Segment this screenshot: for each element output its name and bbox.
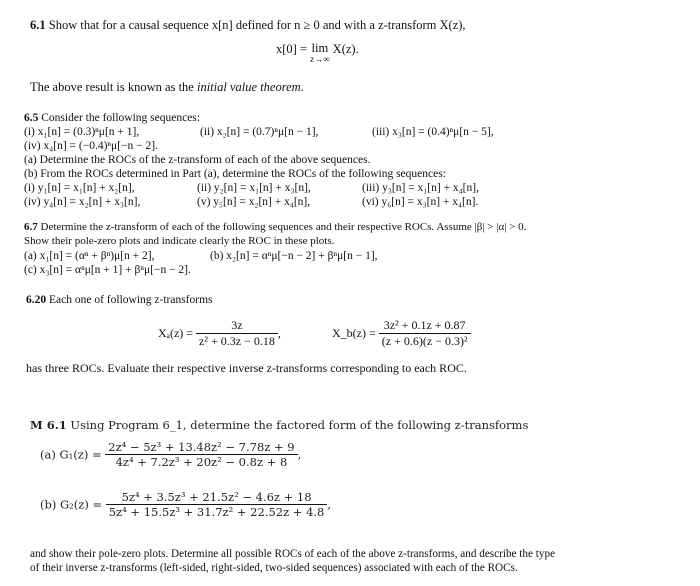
problem-6-1 — [30, 18, 466, 34]
sequence-x1: (i) x₁[n] = (0.3)ⁿμ[n + 1], — [24, 126, 140, 138]
sequence-y5: (v) y₅[n] = x₂[n] + x₄[n], — [197, 196, 311, 208]
note-suffix: . — [300, 80, 304, 94]
xb-transform — [332, 318, 471, 349]
problem-m6-1-closing-2: of their inverse z-transforms (left-sided, right-sided, two-sided sequences) associated with each of the ROCs. — [30, 562, 518, 574]
g2-lhs: (b) G₂(z) = — [40, 497, 103, 512]
limit-text: lim — [311, 41, 329, 55]
problem-number: 6.5 — [24, 112, 39, 124]
problem-intro: Using Program 6_1, determine the factored form of the following z-transforms — [70, 418, 529, 432]
xa-denominator: z² + 0.3z − 0.18 — [196, 333, 278, 349]
limit-operator — [310, 42, 329, 64]
xa-fraction — [196, 318, 278, 349]
note-emphasis: initial value theorem — [196, 80, 301, 94]
g1-denominator: 4z⁴ + 7.2z³ + 20z² − 0.8z + 8 — [105, 454, 297, 469]
xb-lhs: X_b(z) = — [332, 326, 376, 340]
g1-lhs: (a) G₁(z) = — [40, 447, 102, 462]
problem-number: 6.7 — [24, 221, 38, 233]
problem-intro: Each one of following z-transforms — [49, 294, 213, 306]
problem-statement: Show that for a causal sequence x[n] defined for n ≥ 0 and with a z-transform X(z), — [48, 18, 466, 32]
sequence-y2: (ii) y₂[n] = x₁[n] + x₃[n], — [197, 182, 311, 194]
sequence-y4: (iv) y₄[n] = x₂[n] + x₃[n], — [24, 196, 141, 208]
g2-numerator: 5z⁴ + 3.5z³ + 21.5z² − 4.6z + 18 — [121, 490, 312, 504]
sequence-7a: (a) x₁[n] = (αⁿ + βⁿ)μ[n + 2], — [24, 250, 155, 262]
g1-numerator: 2z⁴ − 5z³ + 13.48z² − 7.78z + 9 — [108, 440, 295, 454]
xb-numerator: 3z² + 0.1z + 0.87 — [383, 318, 466, 332]
sequence-x4: (iv) x₄[n] = (−0.4)ⁿμ[−n − 2]. — [24, 140, 158, 152]
problem-m6-1-intro — [30, 418, 528, 432]
xb-fraction — [379, 318, 471, 349]
formula-rhs: X(z). — [332, 42, 359, 56]
problem-number: 6.20 — [26, 294, 47, 306]
problem-6-20-closing: has three ROCs. Evaluate their respective inverse z-transforms corresponding to each ROC. — [26, 361, 467, 375]
part-b: (b) From the ROCs determined in Part (a), determine the ROCs of the following sequences: — [24, 168, 446, 180]
problem-6-5-intro — [24, 111, 200, 125]
formula-lhs: x[0] = — [276, 42, 311, 56]
problem-6-7-line1 — [24, 221, 526, 235]
problem-line1: Determine the z-transform of each of the following sequences and their respective ROCs. Assume |β| > |α| > 0. — [40, 221, 527, 233]
sequence-x3: (iii) x₃[n] = (0.4)ⁿμ[n − 5], — [372, 126, 494, 138]
sequence-7b: (b) x₂[n] = αⁿμ[−n − 2] + βⁿμ[n − 1], — [210, 250, 378, 262]
g2-denominator: 5z⁴ + 15.5z³ + 31.7z² + 22.52z + 4.8 — [106, 504, 328, 519]
problem-number: 6.1 — [30, 18, 46, 32]
problem-intro: Consider the following sequences: — [41, 112, 200, 124]
sequence-7c: (c) x₃[n] = αⁿμ[n + 1] + βⁿμ[−n − 2]. — [24, 264, 191, 276]
xa-lhs: Xₐ(z) = — [158, 326, 194, 340]
part-a: (a) Determine the ROCs of the z-transform of each of the above sequences. — [24, 154, 371, 166]
sequence-x2: (ii) x₂[n] = (0.7)ⁿμ[n − 1], — [200, 126, 319, 138]
xa-transform: Xₐ(z) = $\frac{3z}{\text{z² + 0.3z − 0.18}}$ , — [158, 318, 281, 348]
problem-number: M 6.1 — [30, 418, 67, 432]
g2-transform: (b) G₂(z) = $\frac{\text{5z⁴ + 3.5z³ + 21.5z² − 4.6z + 18}}{\text{5z⁴ + 15.5z³ + 31.7z² + 22.52z + 4.8}}$ , — [40, 490, 332, 520]
g1-transform: (a) G₁(z) = $\frac{\text{2z⁴ − 5z³ + 13.48z² − 7.78z + 9}}{\text{4z⁴ + 7.2z³ + 20z² − 0.8z + 8}}$ , — [40, 440, 302, 470]
sequence-y3: (iii) y₃[n] = x₁[n] + x₄[n], — [362, 182, 479, 194]
note-prefix: The above result is known as the — [30, 80, 197, 94]
g1-fraction — [105, 440, 297, 470]
limit-subscript: z→∞ — [310, 53, 330, 64]
g2-fraction — [106, 490, 328, 520]
sequence-y6: (vi) y₆[n] = x₃[n] + x₄[n]. — [362, 196, 479, 208]
problem-m6-1-closing-1: and show their pole-zero plots. Determine all possible ROCs of each of the above z-transforms, and describe the type — [30, 548, 556, 560]
xa-numerator: 3z — [231, 318, 243, 332]
theorem-note — [30, 80, 304, 96]
xb-denominator: (z + 0.6)(z − 0.3)² — [379, 333, 471, 349]
problem-6-20-intro — [26, 293, 213, 307]
problem-6-7-line2: Show their pole-zero plots and indicate clearly the ROC in these plots. — [24, 235, 335, 247]
initial-value-formula — [276, 42, 359, 64]
sequence-y1: (i) y₁[n] = x₁[n] + x₂[n], — [24, 182, 135, 194]
